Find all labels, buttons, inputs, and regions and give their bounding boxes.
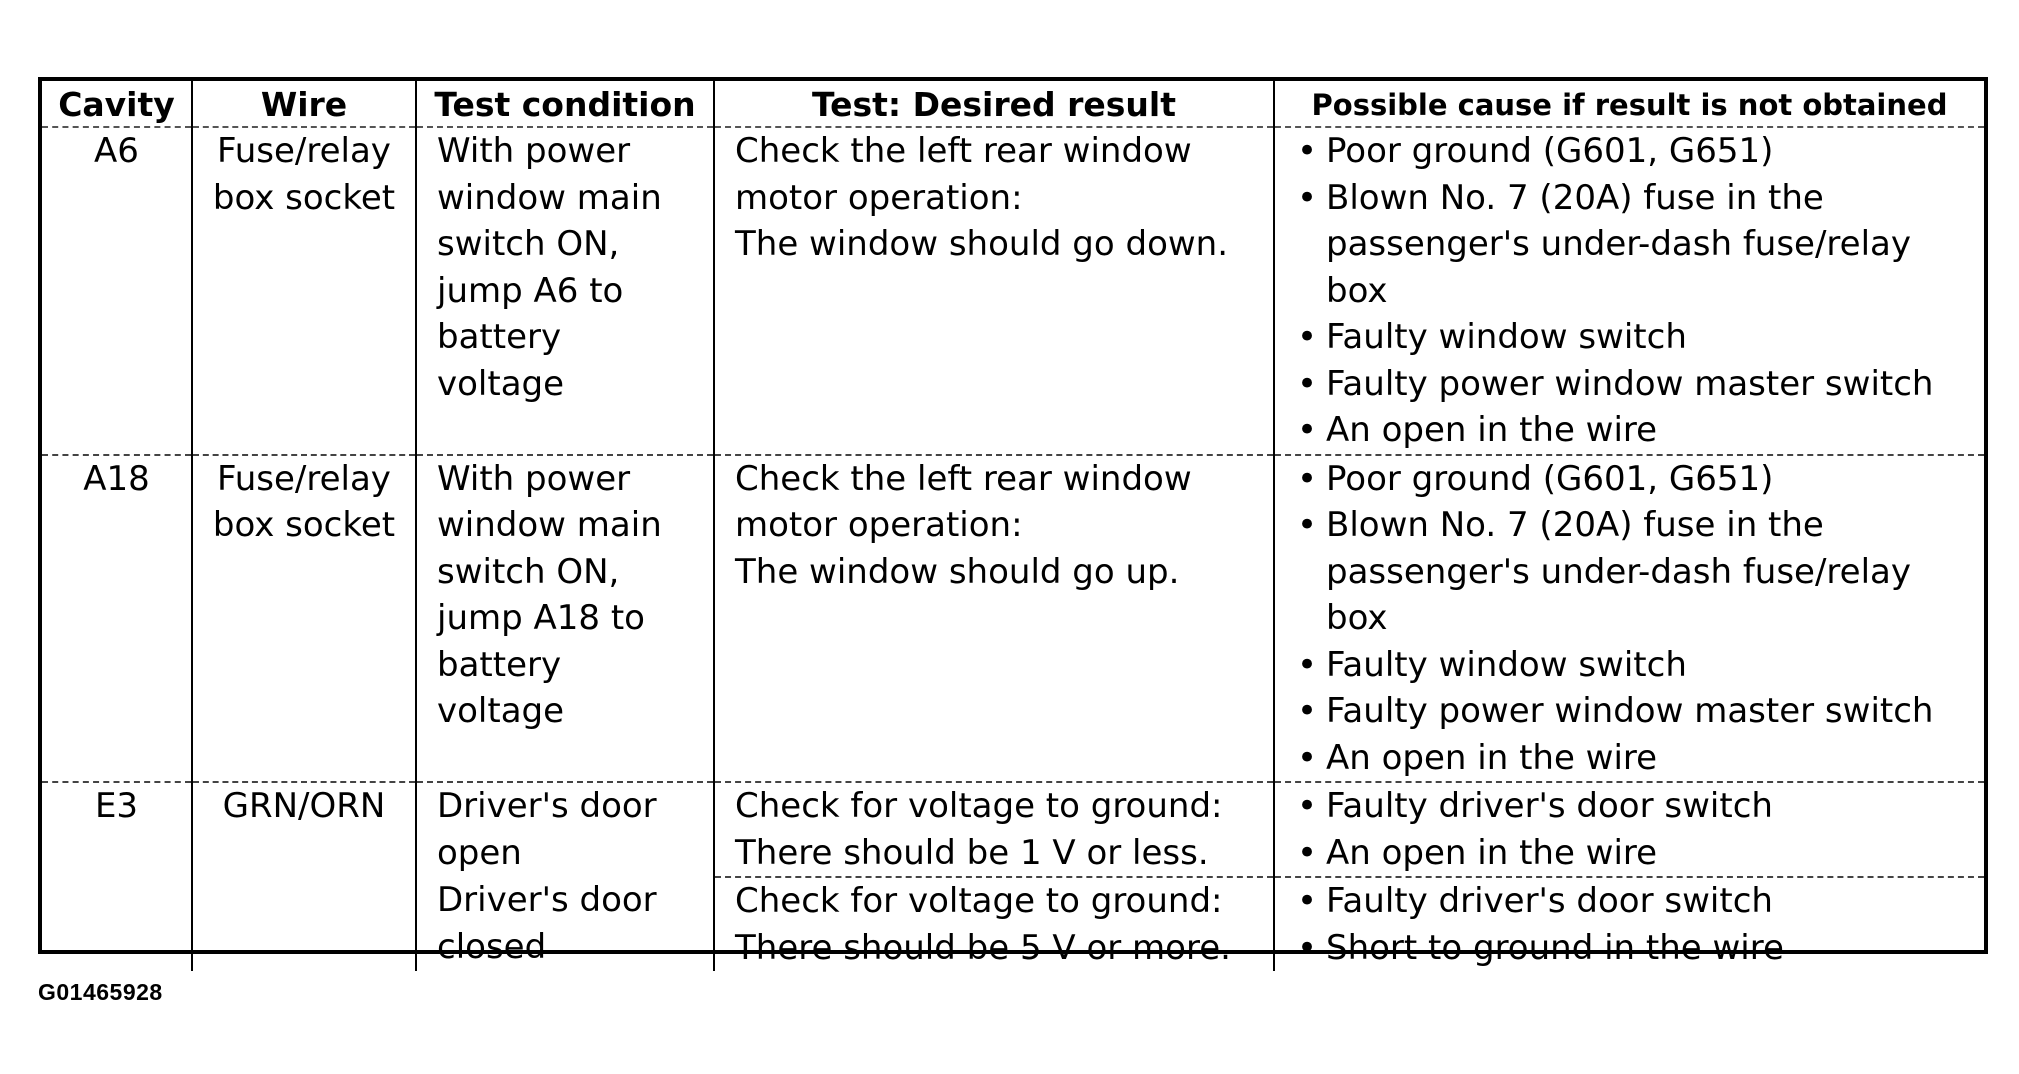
cause-item: • An open in the wire (1293, 735, 1980, 782)
cause-item: • Short to ground in the wire (1293, 925, 1980, 972)
bullet-icon: • (1297, 317, 1318, 357)
cause-item: • Faulty driver's door switch (1293, 878, 1980, 925)
cause-item: • Poor ground (G601, G651) (1293, 456, 1980, 503)
test-condition-line: With power (437, 458, 631, 499)
cause-item: • Faulty power window master switch (1293, 361, 1980, 408)
wire-cell (192, 127, 416, 455)
test-condition-cell (416, 782, 714, 877)
bullet-icon: • (1297, 458, 1318, 499)
bullet-icon: • (1297, 410, 1318, 450)
cause-item: • Blown No. 7 (20A) fuse in the passenger's under-dash fuse/relay box (1293, 502, 1980, 642)
cavity-cell: E3 (42, 782, 192, 971)
wire-line: box socket (212, 177, 396, 218)
bullet-icon: • (1297, 927, 1318, 968)
test-condition-cell (416, 455, 714, 783)
desired-result-line: motor operation: (735, 177, 1023, 218)
desired-result-line: There should be 1 V or less. (735, 832, 1209, 873)
test-condition-line: switch ON, (437, 224, 620, 264)
cause-item: • Faulty window switch (1293, 642, 1980, 689)
desired-result-line: Check for voltage to ground: (735, 786, 1223, 826)
table-row (42, 782, 1984, 877)
test-condition-line: switch ON, (437, 551, 620, 592)
test-condition-line: jump A6 to (437, 270, 624, 311)
test-condition-cell (416, 877, 714, 971)
cause-list (1293, 128, 1980, 454)
test-condition-line: Driver's door (437, 786, 657, 826)
test-condition-line: window main (437, 177, 662, 218)
header-desired-result: Test: Desired result (714, 81, 1274, 127)
possible-cause-cell (1274, 127, 1984, 455)
test-condition-line: open (437, 832, 522, 873)
desired-result-cell (714, 127, 1274, 455)
desired-result-cell (714, 782, 1274, 877)
bullet-icon: • (1297, 131, 1318, 171)
cause-item: • An open in the wire (1293, 407, 1980, 454)
cause-item: • Blown No. 7 (20A) fuse in the passenger's under-dash fuse/relay box (1293, 175, 1980, 315)
test-condition-line: battery (437, 317, 562, 357)
header-wire: Wire (192, 81, 416, 127)
cavity-cell: A6 (42, 127, 192, 455)
test-condition-line: jump A18 to (437, 598, 645, 638)
diagnostic-table (42, 81, 1984, 971)
cause-item: • Faulty window switch (1293, 314, 1980, 361)
test-condition-cell (416, 127, 714, 455)
possible-cause-cell (1274, 782, 1984, 877)
test-condition-line: With power (437, 131, 631, 171)
wire-cell (192, 455, 416, 783)
desired-result-line: The window should go up. (735, 551, 1180, 592)
bullet-icon: • (1297, 832, 1318, 873)
cause-item: • Faulty driver's door switch (1293, 783, 1980, 830)
bullet-icon: • (1297, 881, 1318, 921)
possible-cause-cell (1274, 455, 1984, 783)
cause-item: • Poor ground (G601, G651) (1293, 128, 1980, 175)
bullet-icon: • (1297, 786, 1318, 826)
test-condition-line: window main (437, 505, 662, 545)
header-test-condition: Test condition (416, 81, 714, 127)
desired-result-line: Check the left rear window (735, 131, 1192, 171)
table-row (42, 455, 1984, 783)
test-condition-line: battery (437, 644, 562, 685)
wire-line: GRN/ORN (222, 786, 386, 826)
possible-cause-cell (1274, 877, 1984, 971)
cause-list (1293, 456, 1980, 782)
table-header-row (42, 81, 1984, 127)
desired-result-line: There should be 5 V or more. (735, 927, 1231, 968)
bullet-icon: • (1297, 177, 1318, 218)
desired-result-cell (714, 877, 1274, 971)
wire-line: Fuse/relay (217, 131, 391, 171)
bullet-icon: • (1297, 363, 1318, 404)
desired-result-cell (714, 455, 1274, 783)
wire-line: Fuse/relay (217, 458, 391, 499)
cause-list (1293, 878, 1980, 971)
cause-list (1293, 783, 1980, 876)
cavity-cell: A18 (42, 455, 192, 783)
bullet-icon: • (1297, 737, 1318, 778)
bullet-icon: • (1297, 691, 1318, 731)
bullet-icon: • (1297, 505, 1318, 545)
desired-result-line: Check the left rear window (735, 458, 1192, 499)
test-condition-line: closed (437, 926, 547, 967)
figure-id: G01465928 (38, 979, 163, 1005)
test-condition-line: Driver's door (437, 880, 657, 920)
desired-result-line: The window should go down. (735, 224, 1229, 264)
wire-line: box socket (212, 505, 396, 545)
diagnostic-table-frame (38, 77, 1988, 968)
cause-item: • An open in the wire (1293, 830, 1980, 877)
desired-result-line: Check for voltage to ground: (735, 881, 1223, 921)
desired-result-line: motor operation: (735, 505, 1023, 545)
wire-cell (192, 782, 416, 971)
test-condition-line: voltage (437, 691, 565, 731)
cause-item: • Faulty power window master switch (1293, 688, 1980, 735)
header-possible-cause: Possible cause if result is not obtained (1274, 81, 1984, 127)
header-cavity: Cavity (42, 81, 192, 127)
bullet-icon: • (1297, 644, 1318, 685)
test-condition-line: voltage (437, 363, 565, 404)
table-row (42, 127, 1984, 455)
